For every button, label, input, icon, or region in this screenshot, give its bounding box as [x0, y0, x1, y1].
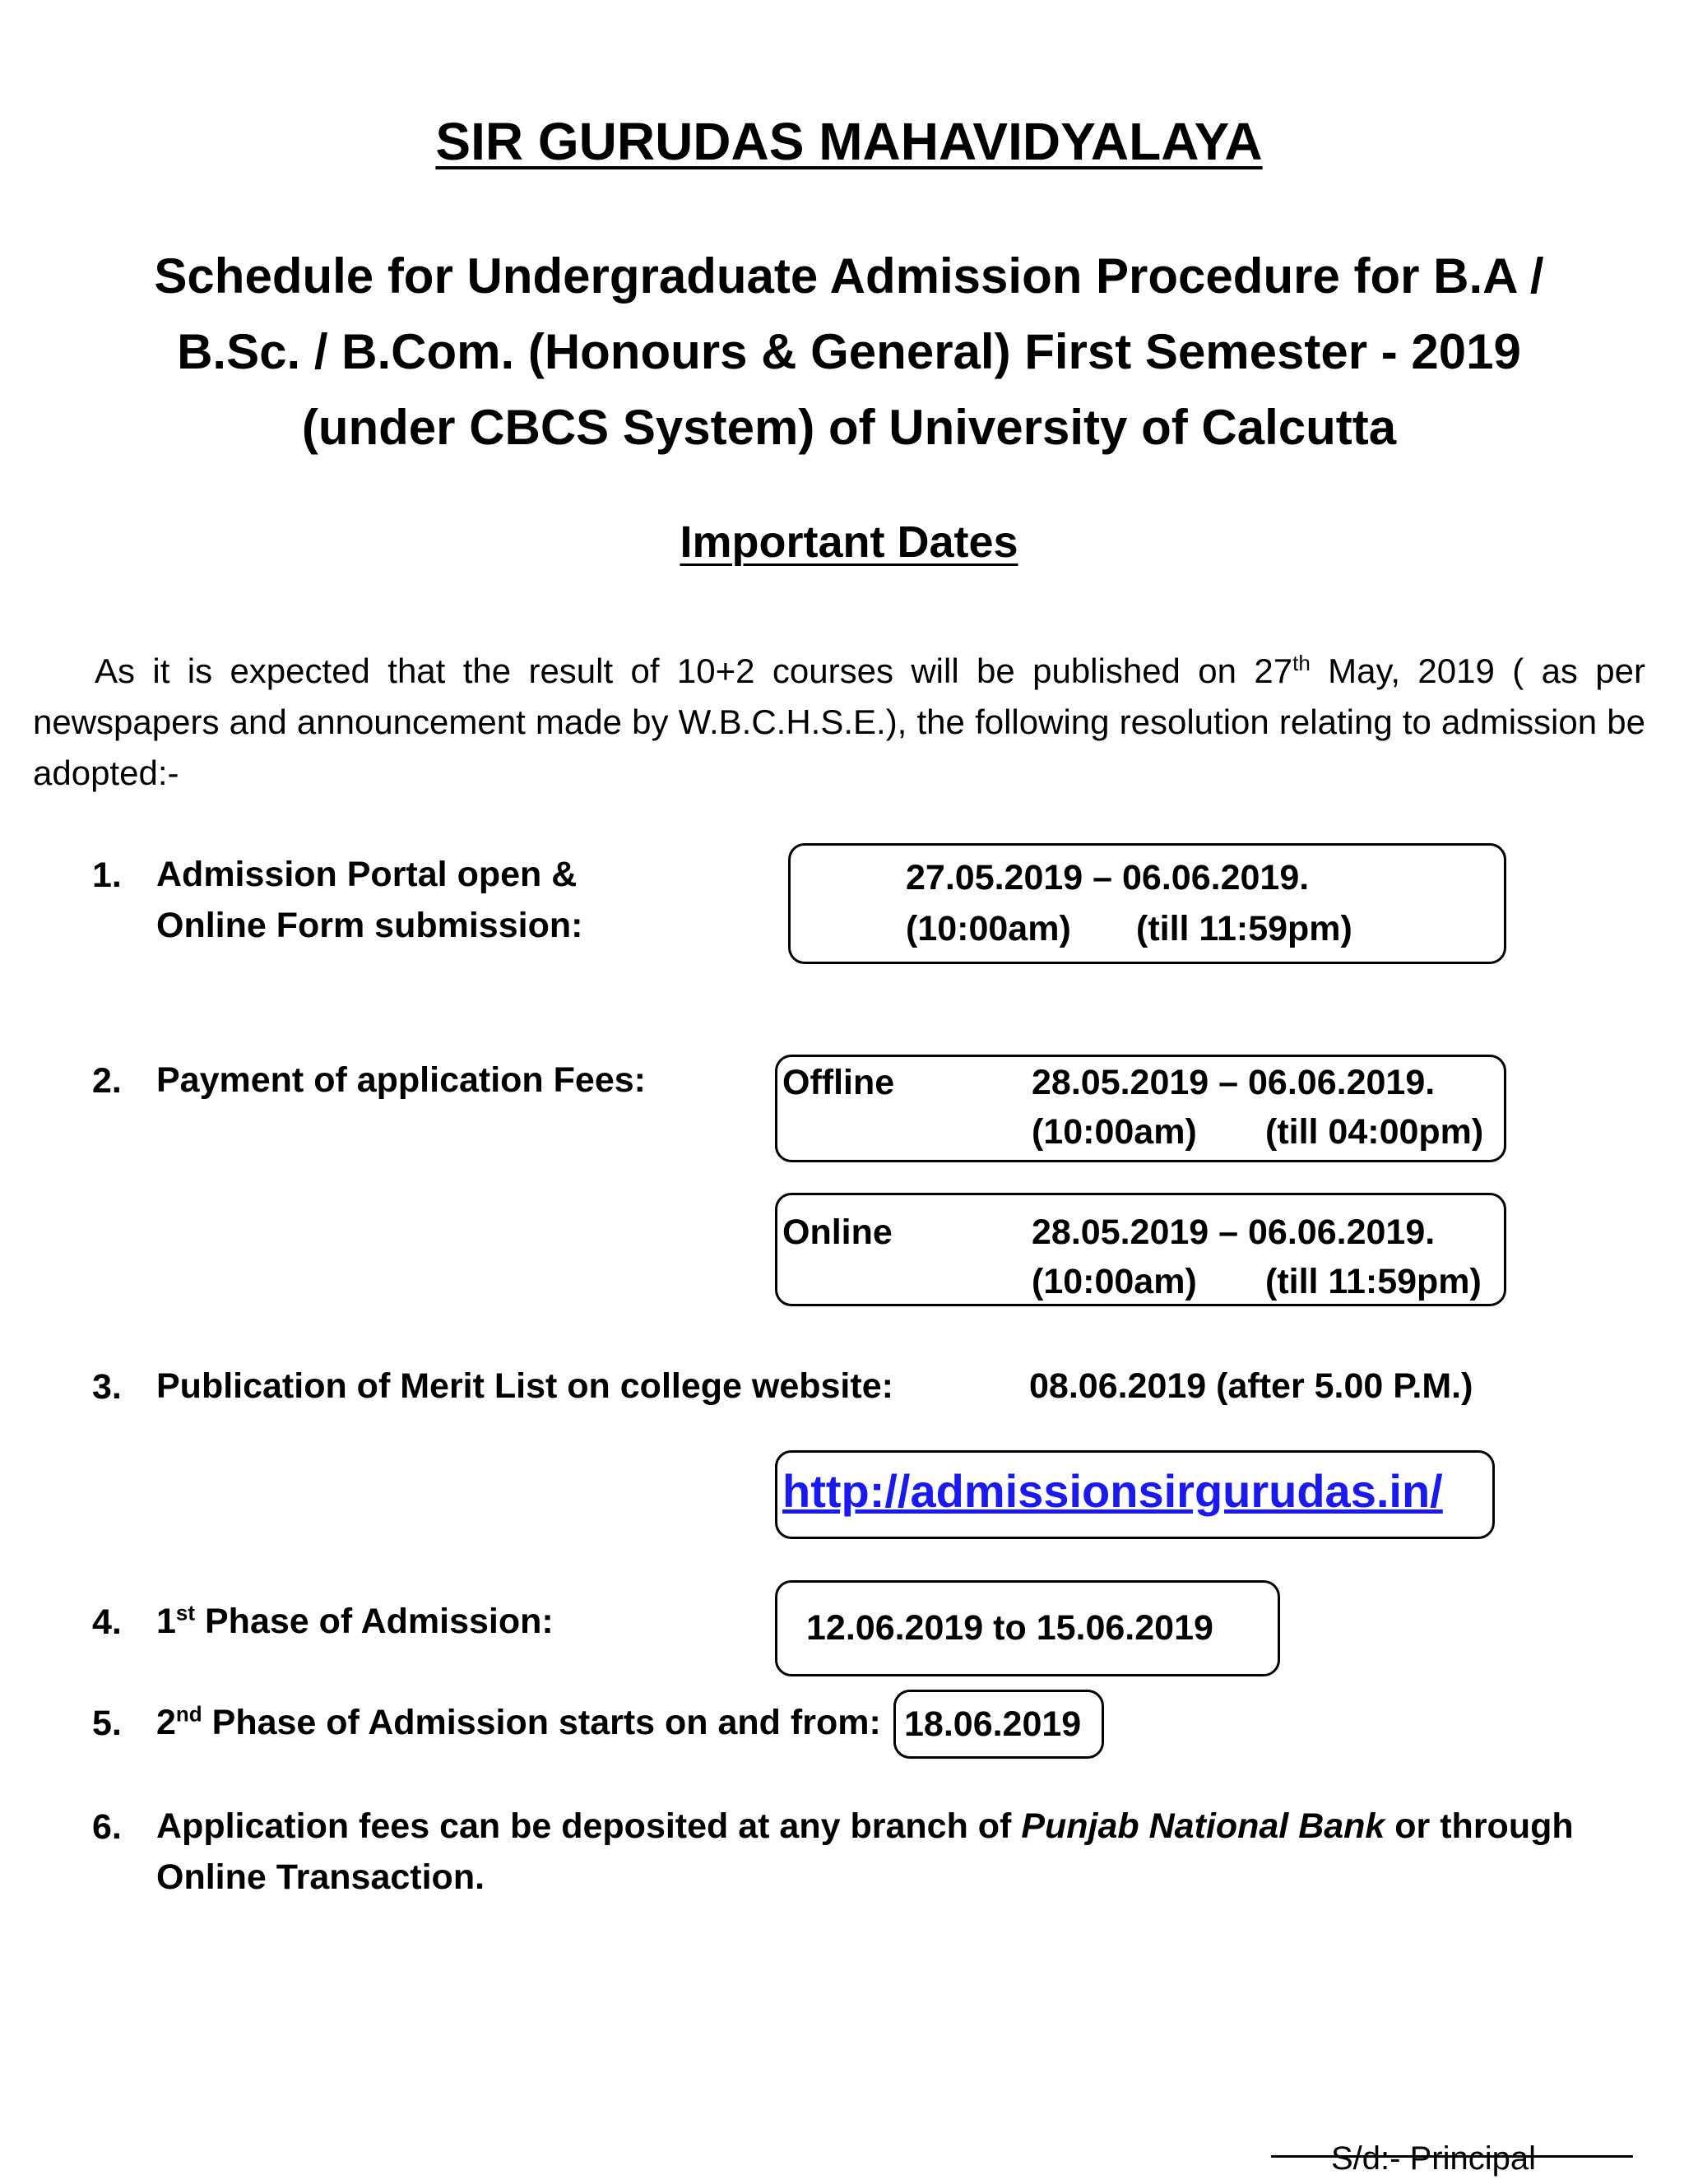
online-dates: 28.05.2019 – 06.06.2019.: [1032, 1213, 1436, 1252]
second-phase-date: 18.06.2019: [904, 1704, 1082, 1744]
website-box: [775, 1450, 1495, 1539]
item-number: 4.: [92, 1602, 122, 1642]
merit-list-date: 08.06.2019 (after 5.00 P.M.): [1029, 1366, 1473, 1406]
portal-time-end: (till 11:59pm): [1136, 909, 1352, 948]
subtitle-line: B.Sc. / B.Com. (Honours & General) First Semester - 2019: [177, 324, 1521, 379]
item-number: 1.: [92, 856, 122, 895]
offline-time-end: (till 04:00pm): [1265, 1112, 1484, 1152]
intro-paragraph: As it is expected that the result of 10+2 courses will be published on 27th May, 2019 ( as per newspapers and announcement made by W.B.C.H.S.E.), the following resolution relating to admission be adopted:-: [33, 651, 1645, 792]
subtitle-line: (under CBCS System) of University of Calcutta: [301, 400, 1397, 455]
online-time-start: (10:00am): [1032, 1262, 1197, 1301]
signature: S/d:- Principal: [1331, 2140, 1536, 2177]
online-time-end: (till 11:59pm): [1265, 1262, 1482, 1301]
item-number: 3.: [92, 1367, 122, 1407]
second-phase-box: [893, 1690, 1104, 1759]
section-title: Important Dates: [680, 517, 1018, 567]
item5-label: 2nd Phase of Admission starts on and from:: [156, 1701, 881, 1742]
college-website-link[interactable]: http://admissionsirgurudas.in/: [782, 1465, 1443, 1517]
item1-label: Admission Portal open & Online Form submission:: [156, 855, 583, 945]
offline-dates: 28.05.2019 – 06.06.2019.: [1032, 1063, 1436, 1102]
document-subtitle: [0, 239, 1698, 466]
item-number: 2.: [92, 1061, 122, 1101]
first-phase-box: [775, 1580, 1280, 1676]
item3-label: Publication of Merit List on college website:: [156, 1366, 893, 1406]
online-mode: Online: [782, 1213, 893, 1252]
item-number: 6.: [92, 1807, 122, 1847]
item2-label: Payment of application Fees:: [156, 1060, 646, 1100]
item-number: 5.: [92, 1704, 122, 1743]
bank-name: Punjab National Bank: [1021, 1806, 1385, 1846]
portal-dates: 27.05.2019 – 06.06.2019.: [906, 858, 1310, 897]
college-name: SIR GURUDAS MAHAVIDYALAYA: [435, 112, 1263, 171]
offline-payment-box: [775, 1055, 1506, 1162]
portal-dates-box: [788, 843, 1506, 964]
offline-mode: Offline: [782, 1063, 895, 1102]
item4-label: 1st Phase of Admission:: [156, 1600, 554, 1641]
offline-time-start: (10:00am): [1032, 1112, 1197, 1152]
item6-text: Application fees can be deposited at any branch of Punjab National Bank or through Online Transaction.: [156, 1806, 1574, 1897]
first-phase-dates: 12.06.2019 to 15.06.2019: [806, 1608, 1213, 1648]
portal-time-start: (10:00am): [906, 909, 1071, 948]
subtitle-line: Schedule for Undergraduate Admission Procedure for B.A /: [154, 248, 1544, 304]
online-payment-box: [775, 1193, 1506, 1306]
